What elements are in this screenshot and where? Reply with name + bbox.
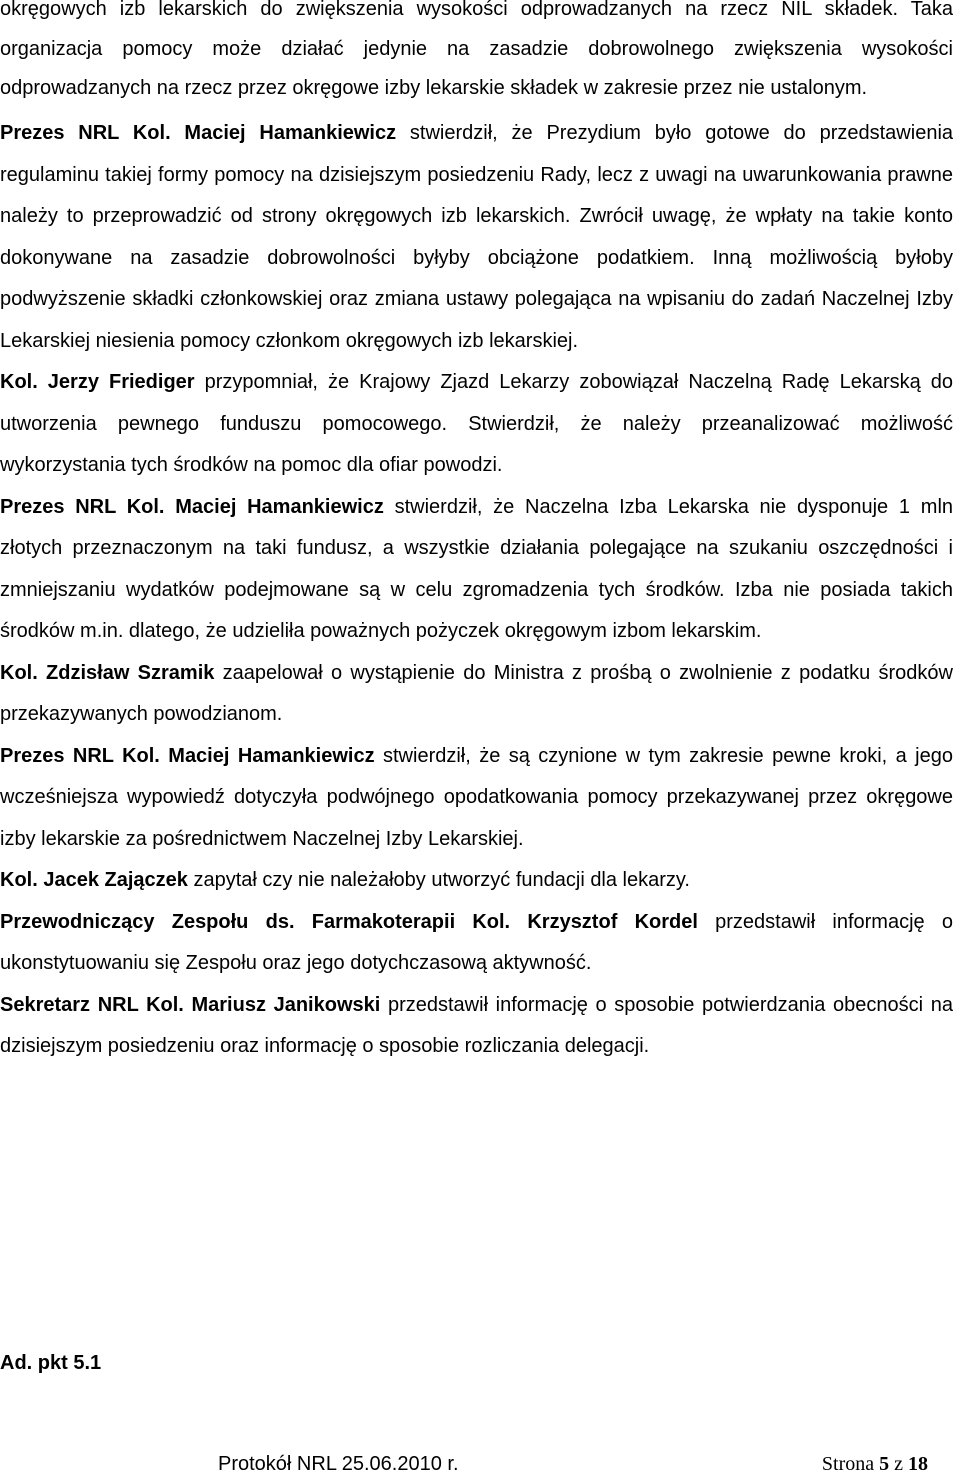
- paragraph: [0, 653, 953, 736]
- paragraph: [0, 113, 953, 362]
- paragraph-text: okręgowych izb lekarskich do zwiększenia wysokości odprowadzanych na rzecz NIL składek. Taka organizacja pomocy może działać jedynie na zasadzie dobrowolnego zwiększenia wysokości odprowadzanych na rzecz przez okręgowe izby lekarskie składek w zakresie przez nie ustalonym.: [0, 0, 953, 100]
- footer-page-number: 5: [879, 1453, 890, 1475]
- speaker-name: Sekretarz NRL Kol. Mariusz Janikowski: [0, 993, 381, 1016]
- footer-document-label: Protokół NRL 25.06.2010 r.: [218, 1453, 459, 1475]
- paragraph: [0, 736, 953, 861]
- paragraph-text: stwierdził, że Naczelna Izba Lekarska nie dysponuje 1 mln złotych przeznaczonym na taki fundusz, a wszystkie działania polegające na szukaniu oszczędności i zmniejszaniu wydatków podejmowane są w celu zgromadzenia tych środków. Izba nie posiada takich środków m.in. dlatego, że udzieliła poważnych pożyczek okręgowym izbom lekarskim.: [0, 495, 954, 643]
- paragraph-text: przypomniał, że Krajowy Zjazd Lekarzy zobowiązał Naczelną Radę Lekarską do utworzenia pewnego funduszu pomocowego. Stwierdził, że należy przeanalizować możliwość wykorzystania tych środków na pomoc dla ofiar powodzi.: [0, 371, 954, 477]
- speaker-name: Kol. Zdzisław Szramik: [0, 661, 215, 684]
- page-footer: [218, 1453, 928, 1479]
- paragraph: [0, 860, 953, 902]
- paragraph-text: zaapelował o wystąpienie do Ministra z prośbą o zwolnienie z podatku środków przekazywanych powodzianom.: [0, 661, 953, 726]
- footer-page-word: Strona: [821, 1453, 875, 1475]
- footer-page-indicator: [822, 1453, 928, 1476]
- paragraph: [0, 487, 953, 653]
- paragraph-text: przedstawił informację o sposobie potwierdzania obecności na dzisiejszym posiedzeniu oraz informację o sposobie rozliczania delegacji.: [0, 993, 954, 1058]
- speaker-name: Kol. Jerzy Friediger: [0, 371, 195, 394]
- footer-of-word: z: [894, 1453, 903, 1475]
- paragraph: [0, 362, 953, 487]
- speaker-name: Prezes NRL Kol. Maciej Hamankiewicz: [0, 744, 375, 767]
- speaker-name: Prezes NRL Kol. Maciej Hamankiewicz: [0, 122, 397, 145]
- paragraph-text: przedstawił informację o ukonstytuowaniu się Zespołu oraz jego dotychczasową aktywność.: [0, 910, 954, 975]
- speaker-name: Przewodniczący Zespołu ds. Farmakoterapii Kol. Krzysztof Kordel: [0, 910, 698, 933]
- paragraph: [0, 902, 953, 985]
- speaker-name: Kol. Jacek Zajączek: [0, 869, 188, 892]
- speaker-name: Prezes NRL Kol. Maciej Hamankiewicz: [0, 495, 384, 518]
- paragraph: [0, 0, 953, 109]
- footer-page-total: 18: [908, 1453, 928, 1475]
- section-heading: Ad. pkt 5.1: [0, 1352, 102, 1374]
- paragraph-text: stwierdził, że są czynione w tym zakresie pewne kroki, a jego wcześniejsza wypowiedź dotyczyła podwójnego opodatkowania pomocy przekazywanej przez okręgowe izby lekarskie za pośrednictwem Naczelnej Izby Lekarskiej.: [0, 744, 953, 850]
- paragraph-text: zapytał czy nie należałoby utworzyć fundacji dla lekarzy.: [187, 869, 690, 892]
- paragraph-text: stwierdził, że Prezydium było gotowe do przedstawienia regulaminu takiej formy pomocy na dzisiejszym posiedzeniu Rady, lecz z uwagi na uwarunkowania prawne należy to przeprowadzić od strony okręgowych izb lekarskich. Zwrócił uwagę, że wpłaty na takie konto dokonywane na zasadzie dobrowolności byłyby obciążone podatkiem. Inną możliwością byłoby podwyższenie składki członkowskiej oraz zmiana ustawy polegająca na wpisaniu do zadań Naczelnej Izby Lekarskiej niesienia pomocy członkom okręgowych izb lekarskiej.: [0, 122, 954, 352]
- paragraph: [0, 985, 953, 1068]
